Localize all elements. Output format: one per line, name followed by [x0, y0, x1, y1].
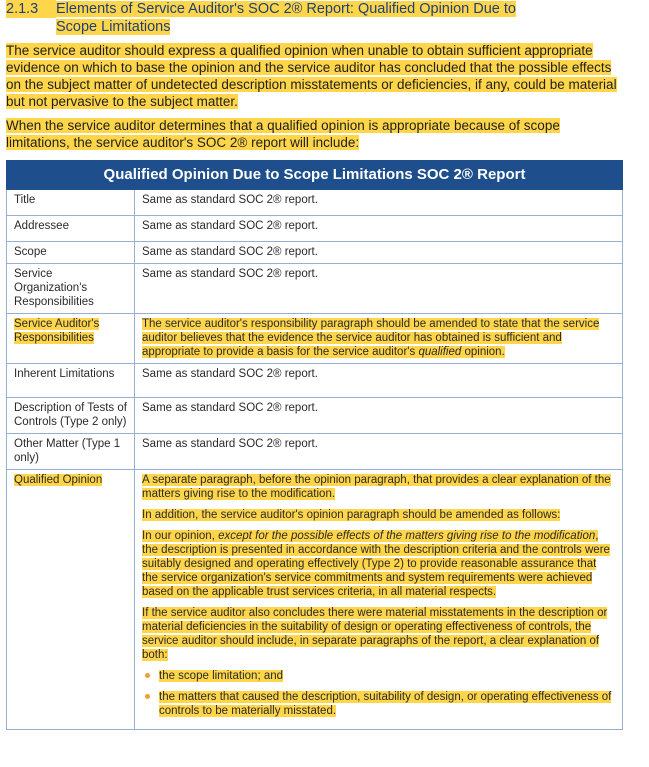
lead-in-paragraph-text: When the service auditor determines that a qualified opinion is appropriate because of scope limitations, the service auditor's SOC 2® report will include: — [6, 118, 560, 150]
row-label: Addressee — [7, 216, 135, 242]
list-item — [142, 690, 615, 718]
row-value: Same as standard SOC 2® report. — [135, 398, 623, 434]
table-row — [7, 314, 623, 364]
table-row — [7, 398, 623, 434]
row-label — [7, 314, 135, 364]
lead-in-paragraph — [6, 117, 618, 151]
bullet-text: the matters that caused the description, suitability of design, or operating effectiveness of controls to be materially misstated. — [159, 691, 612, 717]
qualified-opinion-para-3-tail: , the description is presented in accordance with the description criteria and the controls were suitably designed and operating effectively (Type 2) to provide reasonable assurance that the service organization's service commitments and system requirements were achieved based on the applicable trust services criteria, in all material respects. — [142, 530, 610, 598]
row-value-text: The service auditor's responsibility paragraph should be amended to state that the service auditor believes that the evidence the service auditor has obtained is sufficient and appropriate to provide a basis for the service auditor's — [142, 318, 600, 358]
table-row — [7, 434, 623, 470]
row-value-tail: opinion. — [461, 346, 505, 358]
row-label: Other Matter (Type 1 only) — [7, 434, 135, 470]
row-value: Same as standard SOC 2® report. — [135, 190, 623, 216]
section-title: Elements of Service Auditor's SOC 2® Report: Qualified Opinion Due to Scope Limitations — [56, 1, 516, 35]
row-value-emphasis: qualified — [418, 346, 462, 358]
row-label-text: Qualified Opinion — [14, 474, 103, 486]
row-value: Same as standard SOC 2® report. — [135, 364, 623, 398]
qualified-opinion-para-2: In addition, the service auditor's opinion paragraph should be amended as follows: — [142, 509, 561, 521]
table-row — [7, 264, 623, 314]
row-value: Same as standard SOC 2® report. — [135, 434, 623, 470]
table-row — [7, 470, 623, 730]
row-label: Inherent Limitations — [7, 364, 135, 398]
table-row — [7, 216, 623, 242]
qualified-opinion-para-1: A separate paragraph, before the opinion paragraph, that provides a clear explanation of the matters giving rise to the modification. — [142, 474, 611, 500]
table-title: Qualified Opinion Due to Scope Limitations SOC 2® Report — [7, 161, 623, 190]
table-row — [7, 364, 623, 398]
list-item — [142, 669, 615, 683]
row-label: Scope — [7, 242, 135, 264]
row-value: Same as standard SOC 2® report. — [135, 216, 623, 242]
section-number: 2.1.3 — [6, 0, 56, 18]
section-heading — [6, 0, 606, 36]
bullet-text: the scope limitation; and — [159, 670, 284, 682]
report-elements-table — [6, 160, 623, 730]
qualified-opinion-para-3: In our opinion, — [142, 530, 219, 542]
row-value — [135, 314, 623, 364]
row-value — [135, 470, 623, 730]
intro-paragraph-text: The service auditor should express a qualified opinion when unable to obtain sufficient appropriate evidence on which to base the opinion and the service auditor has concluded that the possible effects on the subject matter of undetected description misstatements or deficiencies, if any, could be material but not pervasive to the subject matter. — [6, 43, 617, 109]
row-label: Title — [7, 190, 135, 216]
intro-paragraph — [6, 42, 618, 110]
row-value: Same as standard SOC 2® report. — [135, 242, 623, 264]
row-label — [7, 470, 135, 730]
row-label: Description of Tests of Controls (Type 2 only) — [7, 398, 135, 434]
qualified-opinion-para-4: If the service auditor also concludes there were material misstatements in the description or material deficiencies in the suitability of design or operating effectiveness of controls, the service auditor should include, in separate paragraphs of the report, a clear explanation of both: — [142, 607, 608, 661]
row-label-text: Service Auditor's Responsibilities — [14, 318, 100, 344]
row-label: Service Organization's Responsibilities — [7, 264, 135, 314]
qualified-opinion-emphasis: except for the possible effects of the matters giving rise to the modification — [218, 530, 596, 542]
table-row — [7, 190, 623, 216]
table-row — [7, 242, 623, 264]
row-value: Same as standard SOC 2® report. — [135, 264, 623, 314]
